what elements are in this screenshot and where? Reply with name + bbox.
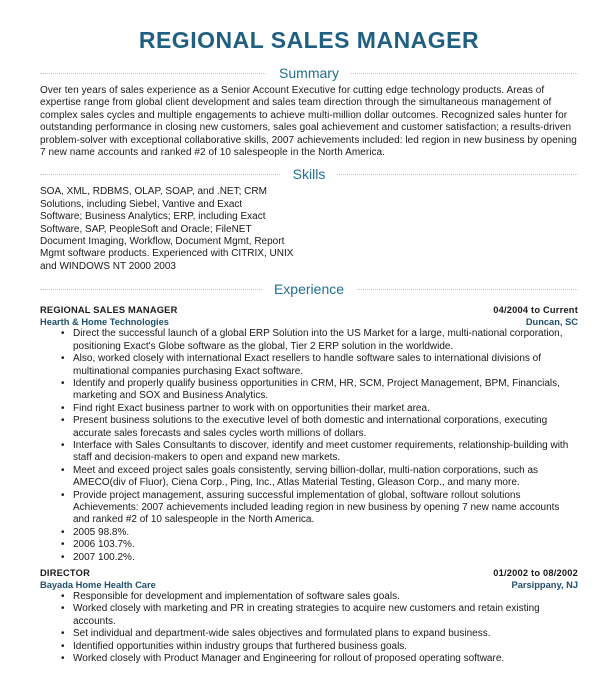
job-subheader <box>40 316 578 328</box>
job-entry <box>40 304 578 564</box>
skills-heading-label: Skills <box>281 166 338 182</box>
experience-heading-label: Experience <box>262 281 356 297</box>
skills-line: Mgmt software products. Experienced with CITRIX, UNIX <box>40 248 294 260</box>
job-title: DIRECTOR <box>40 568 90 578</box>
job-entry <box>40 567 578 665</box>
job-header <box>40 567 578 579</box>
job-dates: 01/2002 to 08/2002 <box>493 568 578 578</box>
bullet-item: • Worked closely with Product Manager and Engineering for rollout of proposed operating software. <box>73 653 578 665</box>
job-dates: 04/2004 to Current <box>493 305 578 316</box>
job-subheader <box>40 579 578 591</box>
bullet-item: • Also, worked closely with international Exact resellers to handle software sales to international divisions of multinational companies purchasing Exact software. <box>73 353 578 378</box>
job-title: REGIONAL SALES MANAGER <box>40 305 178 316</box>
skills-line: Document Imaging, Workflow, Document Mgmt, Report <box>40 236 285 248</box>
bullet-item: • Worked closely with marketing and PR in creating strategies to acquire new customers and retain existing accounts. <box>73 603 578 628</box>
summary-heading <box>40 64 578 82</box>
bullet-item: • Meet and exceed project sales goals consistently, serving billion-dollar, multi-nation corporations, such as AMECO(div of Fluor), Ciena Corp., Ping, Inc., Atlas Material Testing, Gleason Corp., and many more. <box>73 465 578 490</box>
bullet-item: • Find right Exact business partner to work with on opportunities their market area. <box>73 403 578 415</box>
skills-line: SOA, XML, RDBMS, OLAP, SOAP, and .NET; CRM <box>40 186 267 198</box>
summary-text: Over ten years of sales experience as a Senior Account Executive for cutting edge technology products. Areas of expertise range from global client development and sales team direction through the simultaneous management of complex sales cycles and multiple engagements to achieve multi-million dollar outcomes. Recognized sales hunter for outstanding performance in closing new customers, sales goal achievement and customer satisfaction; a results-driven problem-solver with exceptional collaborative skills, 2007 achievements included: led region in new business by opening 7 new name accounts and ranked #2 of 10 salespeople in the North America. <box>40 85 577 159</box>
bullet-item: • Set individual and department-wide sales objectives and formulated plans to expand business. <box>73 628 578 640</box>
job-location: Parsippany, NJ <box>511 580 578 590</box>
skills-list <box>40 186 320 273</box>
skills-line: Software; Business Analytics; ERP, including Exact <box>40 211 266 223</box>
summary-heading-label: Summary <box>267 65 351 81</box>
skills-line: Software, SAP, PeopleSoft and Oracle; FileNET <box>40 223 252 235</box>
bullet-item: • Identify and properly qualify business opportunities in CRM, HR, SCM, Project Management, BPM, Financials, marketing and SOX and Business Analytics. <box>73 378 578 403</box>
experience-heading <box>40 280 578 298</box>
job-header <box>40 304 578 316</box>
bullet-item: • 2006 103.7%. <box>73 539 578 551</box>
job-bullets <box>40 591 578 665</box>
skills-line: and WINDOWS NT 2000 2003 <box>40 260 176 272</box>
candidate-title: REGIONAL SALES MANAGER <box>138 27 480 53</box>
bullet-item: • Responsible for development and implementation of software sales goals. <box>73 591 578 603</box>
skills-heading <box>40 165 578 183</box>
job-location: Duncan, SC <box>525 317 578 328</box>
bullet-item: • 2005 98.8%. <box>73 527 578 539</box>
job-company: Hearth & Home Technologies <box>40 317 169 328</box>
bullet-item: • Identified opportunities within industry groups that furthered business goals. <box>73 641 578 653</box>
job-company: Bayada Home Health Care <box>40 580 156 590</box>
bullet-item: • Direct the successful launch of a global ERP Solution into the US Market for a large, multi-national corporation, positioning Exact's Globe software as the global, Tier 2 ERP solution in the worldwide. <box>73 328 578 353</box>
job-bullets <box>40 328 578 564</box>
bullet-item: • Provide project management, assuring successful implementation of global, software rollout solutions Achievements: 2007 achievements included leading region in new business by opening 7 new name accounts and ranked #2 of 10 salespeople in the North America. <box>73 490 578 527</box>
bullet-item: • 2007 100.2%. <box>73 552 578 564</box>
bullet-item: • Interface with Sales Consultants to discover, identify and meet customer requirements, relationship-building with staff and decision-makers to open and expand new markets. <box>73 440 578 465</box>
bullet-item: • Present business solutions to the executive level of both domestic and international corporations, executing accurate sales forecasts and sales cycles worth millions of dollars. <box>73 415 578 440</box>
skills-line: Solutions, including Siebel, Vantive and Exact <box>40 198 243 210</box>
